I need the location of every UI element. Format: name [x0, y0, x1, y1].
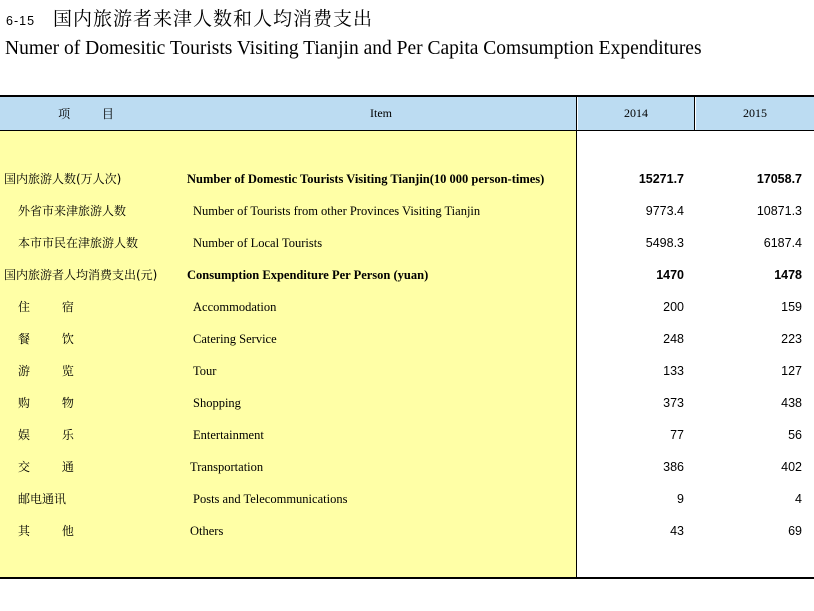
table-number: 6-15: [6, 14, 36, 28]
row-label-en: Entertainment: [193, 428, 264, 442]
cell-2014: 77: [670, 428, 684, 442]
table-row: [0, 264, 814, 286]
table-row: [0, 296, 814, 318]
cell-2014: 43: [670, 524, 684, 538]
header-item-cn: 项 目: [0, 97, 186, 130]
row-label-cn: 住 宿: [18, 300, 88, 314]
row-label-en: Accommodation: [193, 300, 277, 314]
table-title-en: Numer of Domesitic Tourists Visiting Tianjin and Per Capita Comsumption Expenditures: [5, 38, 702, 59]
row-label-en: Number of Domestic Tourists Visiting Tianjin(10 000 person-times): [187, 172, 545, 186]
cell-2014: 5498.3: [645, 236, 684, 250]
table-row: [0, 168, 814, 190]
table-row: [0, 488, 814, 510]
row-label-en: Consumption Expenditure Per Person (yuan): [187, 268, 429, 282]
header-year-2014: 2014: [578, 97, 695, 130]
cell-2015: 10871.3: [756, 204, 802, 218]
header-item-en: Item: [186, 97, 577, 130]
row-label-cn: 交 通: [18, 460, 88, 474]
row-label-en: Catering Service: [193, 332, 277, 346]
bottom-rule: [0, 577, 814, 579]
cell-2015: 1478: [774, 268, 802, 282]
cell-2014: 15271.7: [638, 172, 684, 186]
row-label-cn: 本市市民在津旅游人数: [18, 236, 139, 250]
row-label-en: Shopping: [193, 396, 241, 410]
cell-2015: 69: [788, 524, 802, 538]
table-row: [0, 328, 814, 350]
cell-2015: 223: [781, 332, 802, 346]
row-label-en: Transportation: [190, 460, 264, 474]
table-row: [0, 360, 814, 382]
row-label-cn: 外省市来津旅游人数: [18, 204, 127, 218]
table-row: [0, 200, 814, 222]
cell-2015: 4: [795, 492, 802, 506]
item-column-background: [0, 131, 577, 577]
row-label-en: Posts and Telecommunications: [193, 492, 348, 506]
row-label-en: Number of Tourists from other Provinces Visiting Tianjin: [193, 204, 481, 218]
cell-2015: 56: [788, 428, 802, 442]
cell-2014: 9773.4: [645, 204, 684, 218]
row-label-en: Number of Local Tourists: [193, 236, 323, 250]
cell-2015: 6187.4: [763, 236, 802, 250]
row-label-cn: 邮电通讯: [18, 492, 67, 506]
row-label-cn: 餐 饮: [18, 332, 88, 346]
row-label-en: Others: [190, 524, 224, 538]
cell-2014: 9: [677, 492, 684, 506]
row-label-cn: 国内旅游人数(万人次): [4, 172, 122, 186]
table-row: [0, 392, 814, 414]
cell-2015: 17058.7: [756, 172, 802, 186]
cell-2014: 200: [663, 300, 684, 314]
table-row: [0, 232, 814, 254]
header-year-2015: 2015: [696, 97, 814, 130]
cell-2014: 373: [663, 396, 684, 410]
cell-2014: 248: [663, 332, 684, 346]
cell-2015: 127: [781, 364, 802, 378]
cell-2014: 386: [663, 460, 684, 474]
table-title-cn: [6, 4, 373, 31]
row-label-cn: 游 览: [18, 364, 88, 378]
title-cn-text: 国内旅游者来津人数和人均消费支出: [53, 8, 374, 30]
row-label-cn: 购 物: [18, 396, 88, 410]
row-label-cn: 其 他: [18, 524, 88, 538]
cell-2014: 1470: [656, 268, 684, 282]
table-row: [0, 424, 814, 446]
row-label-cn: 娱 乐: [18, 428, 88, 442]
row-label-cn: 国内旅游者人均消费支出(元): [4, 268, 158, 282]
table-row: [0, 456, 814, 478]
cell-2014: 133: [663, 364, 684, 378]
cell-2015: 159: [781, 300, 802, 314]
table-row: [0, 520, 814, 542]
cell-2015: 438: [781, 396, 802, 410]
row-label-en: Tour: [193, 364, 217, 378]
cell-2015: 402: [781, 460, 802, 474]
